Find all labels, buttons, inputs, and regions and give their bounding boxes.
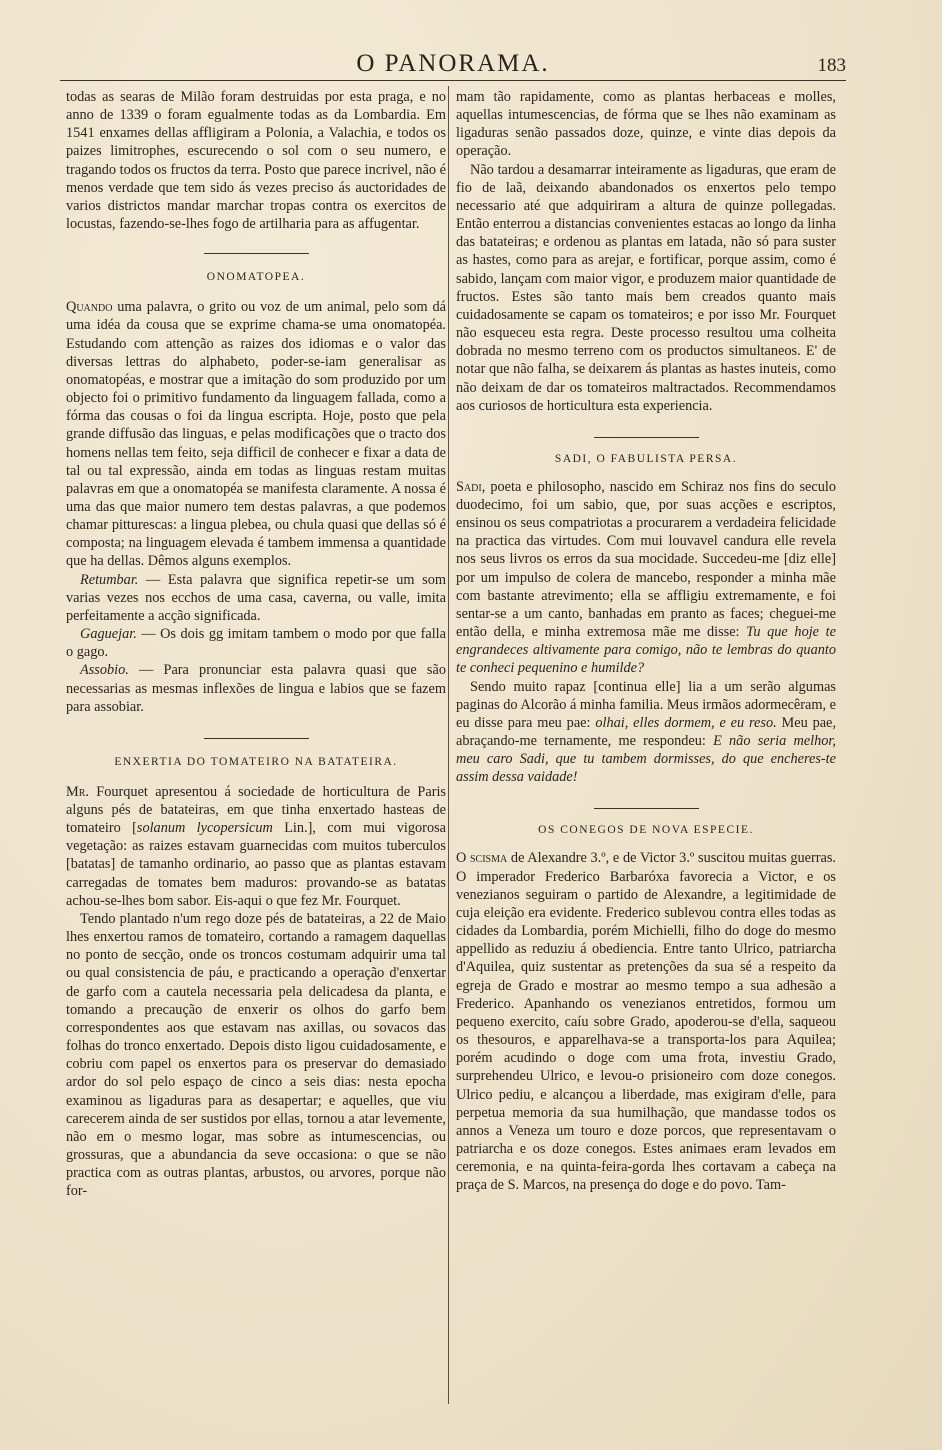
enxertia-paragraph-2: Tendo plantado n'um rego doze pés de batateiras, a 22 de Maio lhes enxertou ramos de tomateiro, cortando a ramagem daquellas no ponto de secção, onde os troncos costumam adquirir uma tal ou qual consistencia de páu, e practicando a operação d'enxertar de garfo com a cautela necessaria pela delicadesa da planta, e tomando a precaução de enxerir os olhos do garfo bem correspondentes aos que estavam nas axillas, ou sovacos das folhas do tronco enxertado. Depois disto ligou cuidadosamente, e cobriu com papel os enxertos para os preservar do demasiado ardor do sol pelo espaço de cinco a seis dias: nesta epocha examinou as ligaduras para as desapertar; e aquelles, que viu carecerem ainda de ser sustidos por ellas, tornou a atar levemente, não em o mesmo logar, mas sobre as intumescencias, ou grossuras, que a abundancia da seve occasiona: o que se não practica com as outras plantas, arbustos, ou arvores, porque não for-	[66, 910, 446, 1200]
enxertia-text-a: Fourquet apresentou á sociedade de horticultura de Paris alguns pés de batateiras, em que tinha enxertado hasteas de tomateiro [	[66, 783, 446, 837]
onomatopea-lead: Quando	[66, 299, 113, 316]
conegos-paragraph	[456, 849, 836, 1194]
column-divider	[448, 86, 449, 1404]
latin-name: solanum lycopersicum	[136, 820, 273, 837]
sadi-lead: Sadi,	[456, 478, 486, 495]
enxertia-paragraph-1	[66, 783, 446, 910]
page-header	[60, 50, 846, 84]
locust-paragraph: todas as searas de Milão foram destruidas por esta praga, e no anno de 1339 o foram egualmente todas as da Lombardia. Em 1541 enxames dellas affligiram a Polonia, a Valachia, e todos os paizes limitrophes, escurecendo o sol com o seu numero, e tragando todos os fructos da terra. Posto que parece incrivel, não é menos verdade que tem sido ás vezes preciso ás auctoridades de varios districtos mandar marchar tropas contra os exercitos de locustas, fazendo-se-lhes fogo de artilharia para as affugentar.	[66, 89, 446, 233]
example-word: Retumbar.	[80, 571, 139, 588]
sadi-text: Sendo muito rapaz [continua elle] lia a um serão algumas paginas do Alcorão á minha familia. Meus irmãos adormecêram, e eu disse para meu pae:	[456, 678, 836, 731]
left-column	[66, 88, 446, 1200]
continuation-paragraph: mam tão rapidamente, como as plantas herbaceas e molles, aquellas intumescencias, de fórma que se lhes não examinam as ligaduras senão passados doze, quinze, e vinte dias depois da operação.	[456, 89, 836, 160]
example-word: Assobio.	[80, 662, 129, 679]
sadi-paragraph-2	[456, 678, 836, 787]
example-retumbar	[66, 571, 446, 625]
page-number: 183	[817, 55, 846, 76]
header-rule	[60, 80, 846, 81]
sadi-heading: SADI, O FABULISTA PERSA.	[554, 452, 738, 465]
enxertia-heading: ENXERTIA DO TOMATEIRO NA BATATEIRA.	[114, 755, 398, 768]
conegos-text: de Alexandre 3.º, e de Victor 3.º suscitou muitas guerras. O imperador Frederico Barbaróxa favorecia a Victor, e os venezianos seguiram o partido de Alexandre, a legitimidade de cuja eleição era evidente. Frederico sublevou contra elles todas as cidades da Lombardia, porém Michielli, filho do doge do mesmo appellido as reduziu á obediencia. Entre tanto Ulrico, patriarcha d'Aquilea, quiz sustentar as pretenções da sua sé a respeito da egreja de Grado e mostrar ao mesmo tempo a sua adhesão a Frederico. Apanhando os venezianos entretidos, formou um pequeno exercito, caíu sobre Grado, apoderou-se d'ella, saqueou os thesouros, e apparelhava-se a transporta-los para Aquilea; porém acudindo o doge com uma frota, investiu Grado, surprehendeu Ulrico, e levou-o prisioneiro com doze conegos. Ulrico pediu, e alcançou a liberdade, mas exigiram d'elle, para perpetua memoria da sua humilhação, que mandasse todos os annos a Veneza um touro e doze porcos, que representavam o patriarcha e os doze conegos. Estes animaes eram levados em ceremonia, e na quinta-feira-gorda lhes cortavam a cabeça na praça de S. Marcos, na presença do doge e do povo. Tam-	[456, 850, 836, 1194]
example-text: — Para pronunciar esta palavra quasi que são necessarias as mesmas inflexões de lingua e labios que se fazem para assobiar.	[66, 662, 446, 715]
sadi-text: Meu pae, abraçando-me ternamente, me respondeu:	[456, 714, 836, 749]
example-assobio	[66, 661, 446, 715]
masthead-title: O PANORAMA.	[356, 50, 550, 77]
sadi-quote: olhai, elles dormem, e eu reso.	[595, 714, 777, 731]
example-text: — Esta palavra que significa repetir-se um som varias vezes nos ecchos de uma casa, caverna, ou valle, imita perfeitamente a acção significada.	[66, 571, 446, 624]
example-gaguejar	[66, 625, 446, 661]
onomatopea-text: uma palavra, o grito ou voz de um animal, pelo som dá uma idéa da cousa que se exprime chama-se uma onomatopéa. Estudando com attenção as raizes dos idiomas e o valor das diversas lettras do alphabeto, poder-se-iam generalisar as onomatopéas, e mostrar que a imitação do som produzido por um objecto foi o primitivo fundamento da linguagem fallada, como a fórma das cousas o foi da lingua escripta. Hoje, posto que pela grande diffusão das linguas, e pelas modificações que o tracto dos homens nellas tem feito, seja difficil de conhecer e fixar a data de tal ou tal expressão, ainda em todas as linguas restam muitas palavras em que a onomatopéa se manifesta claramente. A nossa é uma das que maior numero tem destas palavras, a que podemos chamar pitturescas: a lingua plebea, ou chula quasi que dellas só é composta; na linguagem elevada é tambem immensa a quantidade que ha dellas. Dêmos alguns exemplos.	[66, 299, 446, 570]
conegos-lead: O scisma	[456, 850, 508, 867]
enxertia-conclusion: Não tardou a desamarrar inteiramente as ligaduras, que eram de fio de laã, deixando abandonados os enxertos pelo tempo necessario até que adquiriram a altura de quinze pollegadas. Então enterrou a distancias convenientes estacas ao longo da linha das batateiras; e ordenou as plantas em latada, não só para suster as hastes, como para as arejar, e fortificar, porque assim, como é sabido, lançam com maior vigor, e produzem maior quantidade de fructos. Estes são tanto mais bem creados quanto mais cuidadosamente se capam os tomateiros; e por isso Mr. Fourquet não esqueceu esta regra. Deste processo resultou uma colheita dobrada no mesmo terreno com os productos simultaneos. E' de notar que não falha, se deixarem ás plantas as hastes inuteis, como não deixam de dar os tomateiros maltractados. Recommendamos aos curiosos de horticultura esta experiencia.	[456, 161, 836, 414]
onomatopea-paragraph	[66, 298, 446, 570]
enxertia-lead: Mr.	[66, 783, 89, 800]
example-word: Gaguejar.	[80, 626, 137, 643]
sadi-quote: Tu que hoje te engrandeces altivamente para comigo, não te lembras do quanto te conheci pequenino e humilde?	[456, 624, 836, 677]
sadi-paragraph-1	[456, 478, 836, 678]
sadi-quote: E não seria melhor, meu caro Sadi, que tu tambem dormisses, do que encheres-te assim dessa vaidade!	[456, 733, 836, 786]
right-column	[456, 88, 836, 1194]
sadi-text: poeta e philosopho, nascido em Schiraz nos fins do seculo duodecimo, foi um sabio, que, por suas acções e escriptos, ensinou os seus compatriotas a procurarem a verdadeira felicidade na practica das virtudes. Com mui louvavel candura elle revela nos seus livros os erros da sua mocidade. Succedeu-me [diz elle] por um impulso de colera de mancebo, responder a minha mãe com bastante atrevimento; ella se affligiu extremamente, e foi sentar-se a um canto, banhadas em pranto as faces; cheguei-me então della, e minha extremosa mãe me disse:	[456, 478, 836, 641]
example-text: — Os dois gg imitam tambem o modo por que falla o gago.	[66, 626, 446, 661]
enxertia-text-b: Lin.], com mui vigorosa vegetação: as raizes estavam guarnecidas com muitos tuberculos [batatas] de tamanho ordinario, ao passo que as plantas estavam carregadas de tomates bem maduros: provando-se as batatas achou-se-lhes bom sabor. Eis-aqui o que fez Mr. Fourquet.	[66, 820, 446, 909]
onomatopea-heading: ONOMATOPEA.	[206, 271, 306, 284]
conegos-heading: OS CONEGOS DE NOVA ESPECIE.	[538, 824, 754, 837]
newspaper-page	[60, 50, 846, 1420]
